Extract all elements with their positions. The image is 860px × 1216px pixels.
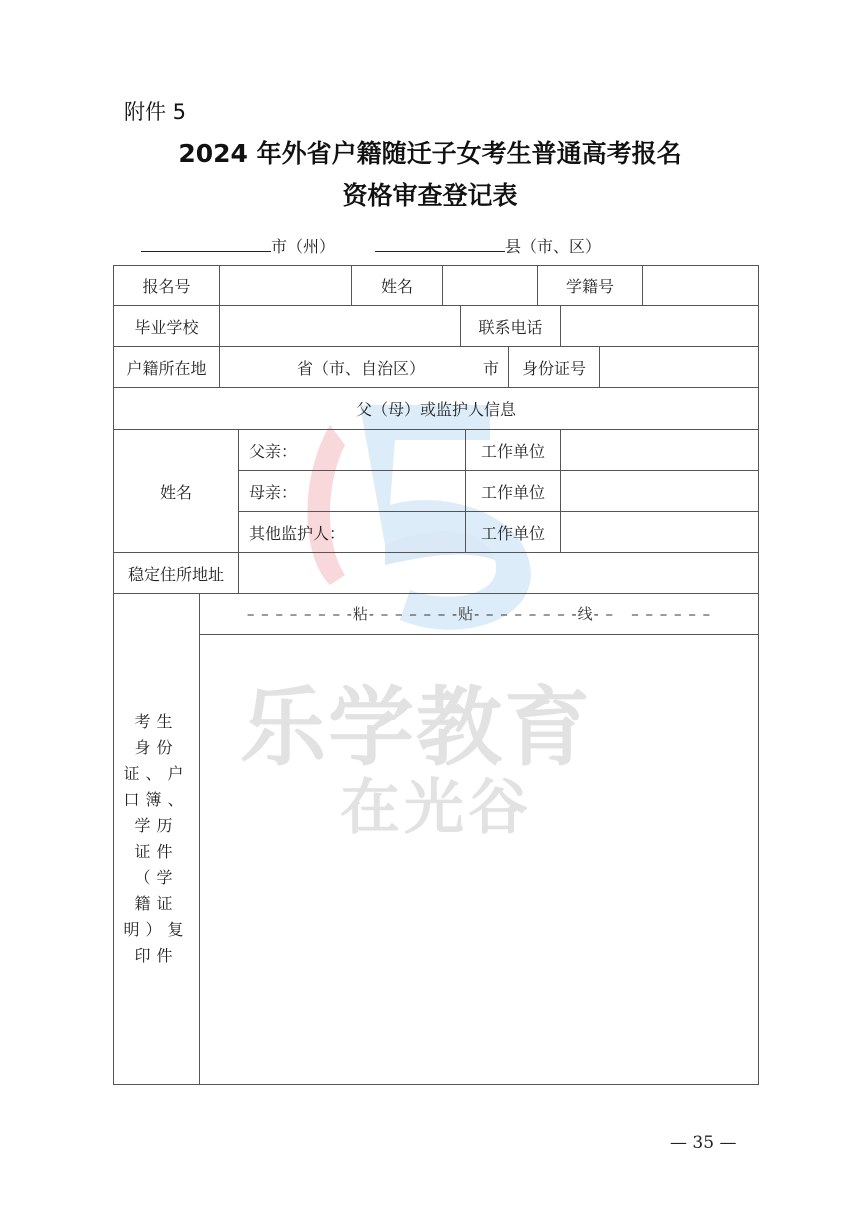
- city-suffix: 市（州）: [271, 237, 336, 256]
- mother-input[interactable]: [238, 470, 466, 512]
- guardian-section-header: 父（母）或监护人信息: [113, 387, 759, 430]
- docs-label-line: 籍证: [134, 894, 179, 913]
- mother-workplace-label: 工作单位: [465, 470, 561, 512]
- reg-no-label: 报名号: [113, 265, 220, 306]
- docs-label-line: 口簿、: [123, 790, 190, 809]
- residence-label: 稳定住所地址: [113, 552, 239, 594]
- docs-label-line: 考生: [134, 712, 179, 731]
- other-guardian-label: 其他监护人：: [249, 523, 346, 543]
- id-no-input[interactable]: [599, 346, 759, 388]
- name-label: 姓名: [351, 265, 443, 306]
- mother-workplace-input[interactable]: [560, 470, 759, 512]
- city-field[interactable]: [141, 234, 335, 257]
- mother-label: 母亲：: [249, 482, 298, 502]
- id-no-label: 身份证号: [508, 346, 600, 388]
- grad-school-label: 毕业学校: [113, 305, 220, 347]
- attachment-label: 附件 5: [124, 100, 187, 124]
- docs-label-line: 学历: [134, 816, 179, 835]
- other-workplace-input[interactable]: [560, 511, 759, 553]
- hukou-input[interactable]: [219, 346, 509, 388]
- phone-input[interactable]: [560, 305, 759, 347]
- father-workplace-label: 工作单位: [465, 429, 561, 471]
- other-guardian-input[interactable]: [238, 511, 466, 553]
- page-number: — 35 —: [670, 1133, 737, 1153]
- paste-area[interactable]: [199, 634, 759, 1085]
- father-label: 父亲：: [249, 441, 298, 461]
- docs-label-line: 身份: [134, 738, 179, 757]
- phone-label: 联系电话: [460, 305, 561, 347]
- watermark-line1: 乐学教育: [240, 678, 592, 778]
- residence-input[interactable]: [238, 552, 759, 594]
- province-suffix: 省（市、自治区）: [297, 358, 426, 378]
- grad-school-input[interactable]: [219, 305, 461, 347]
- city-suffix-hukou: 市: [483, 358, 500, 378]
- student-no-input[interactable]: [642, 265, 759, 306]
- docs-label: [113, 593, 200, 1085]
- form-title-line2: 资格审查登记表: [342, 181, 518, 210]
- city-blank[interactable]: [141, 236, 271, 252]
- docs-label-line: （学: [134, 868, 179, 887]
- father-workplace-input[interactable]: [560, 429, 759, 471]
- docs-label-line: 印件: [134, 946, 179, 965]
- watermark-line2: 在光谷: [340, 773, 532, 843]
- name-input[interactable]: [442, 265, 538, 306]
- student-no-label: 学籍号: [537, 265, 643, 306]
- guardian-name-label: 姓名: [113, 429, 239, 553]
- docs-label-line: 证件: [134, 842, 179, 861]
- county-field[interactable]: [375, 234, 601, 257]
- reg-no-input[interactable]: [219, 265, 352, 306]
- form-title-line1: 2024 年外省户籍随迁子女考生普通高考报名: [178, 139, 682, 168]
- paste-guide-line: – – – – – – – -粘- – – – – – -贴- – – – – – – -线- – – – – – – –: [246, 605, 712, 623]
- hukou-label: 户籍所在地: [113, 346, 220, 388]
- docs-label-line: 证、户: [123, 764, 190, 783]
- father-input[interactable]: [238, 429, 466, 471]
- other-workplace-label: 工作单位: [465, 511, 561, 553]
- docs-label-line: 明）复: [123, 920, 190, 939]
- county-blank[interactable]: [375, 236, 505, 252]
- county-suffix: 县（市、区）: [505, 237, 602, 256]
